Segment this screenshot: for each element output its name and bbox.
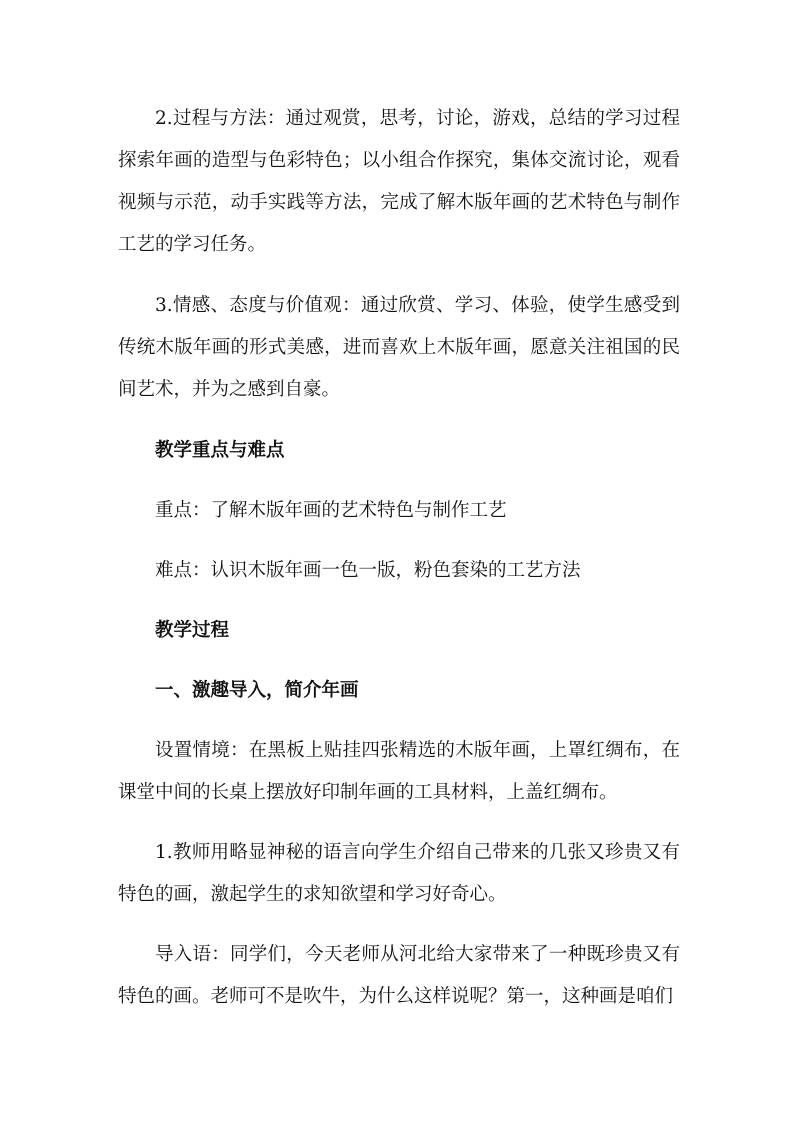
paragraph-emotion-values: 3.情感、态度与价值观：通过欣赏、学习、体验，使学生感受到传统木版年画的形式美感，进而喜欢上木版年画，愿意关注祖国的民间艺术，并为之感到自豪。 (118, 295, 680, 400)
paragraph-gap (118, 411, 680, 430)
paragraph-gap (118, 266, 680, 285)
paragraph-gap (118, 592, 680, 610)
paragraph-introduction: 导入语：同学们，今天老师从河北给大家带来了一种既珍贵又有特色的画。老师可不是吹牛，为什么这样说呢？第一，这种画是咱们 (118, 944, 680, 1007)
paragraph-gap (118, 532, 680, 550)
heading-section-one: 一、激趣导入，简介年画 (155, 680, 359, 701)
paragraph-step-one: 1.教师用略显神秘的语言向学生介绍自己带来的几张又珍贵又有特色的画，激起学生的求知欲望和学习好奇心。 (118, 842, 680, 905)
paragraph-process-method: 2.过程与方法：通过观赏，思考，讨论，游戏，总结的学习过程探索年画的造型与色彩特色；以小组合作探究，集体交流讨论，观看视频与示范，动手实践等方法，完成了解木版年画的艺术特色与制作工艺的学习任务。 (118, 108, 680, 255)
paragraph-gap (118, 712, 680, 730)
heading-key-points: 教学重点与难点 (155, 440, 285, 461)
document-body (118, 98, 680, 1018)
heading-teaching-process: 教学过程 (155, 620, 230, 641)
key-point-line: 重点：了解木版年画的艺术特色与制作工艺 (155, 500, 507, 521)
paragraph-gap (118, 916, 680, 934)
difficulty-line: 难点：认识木版年画一色一版，粉色套染的工艺方法 (155, 560, 581, 581)
paragraph-gap (118, 652, 680, 670)
paragraph-setting: 设置情境：在黑板上贴挂四张精选的木版年画，上罩红绸布，在课堂中间的长桌上摆放好印制年画的工具材料，上盖红绸布。 (118, 740, 680, 803)
paragraph-gap (118, 814, 680, 832)
paragraph-gap (118, 472, 680, 490)
